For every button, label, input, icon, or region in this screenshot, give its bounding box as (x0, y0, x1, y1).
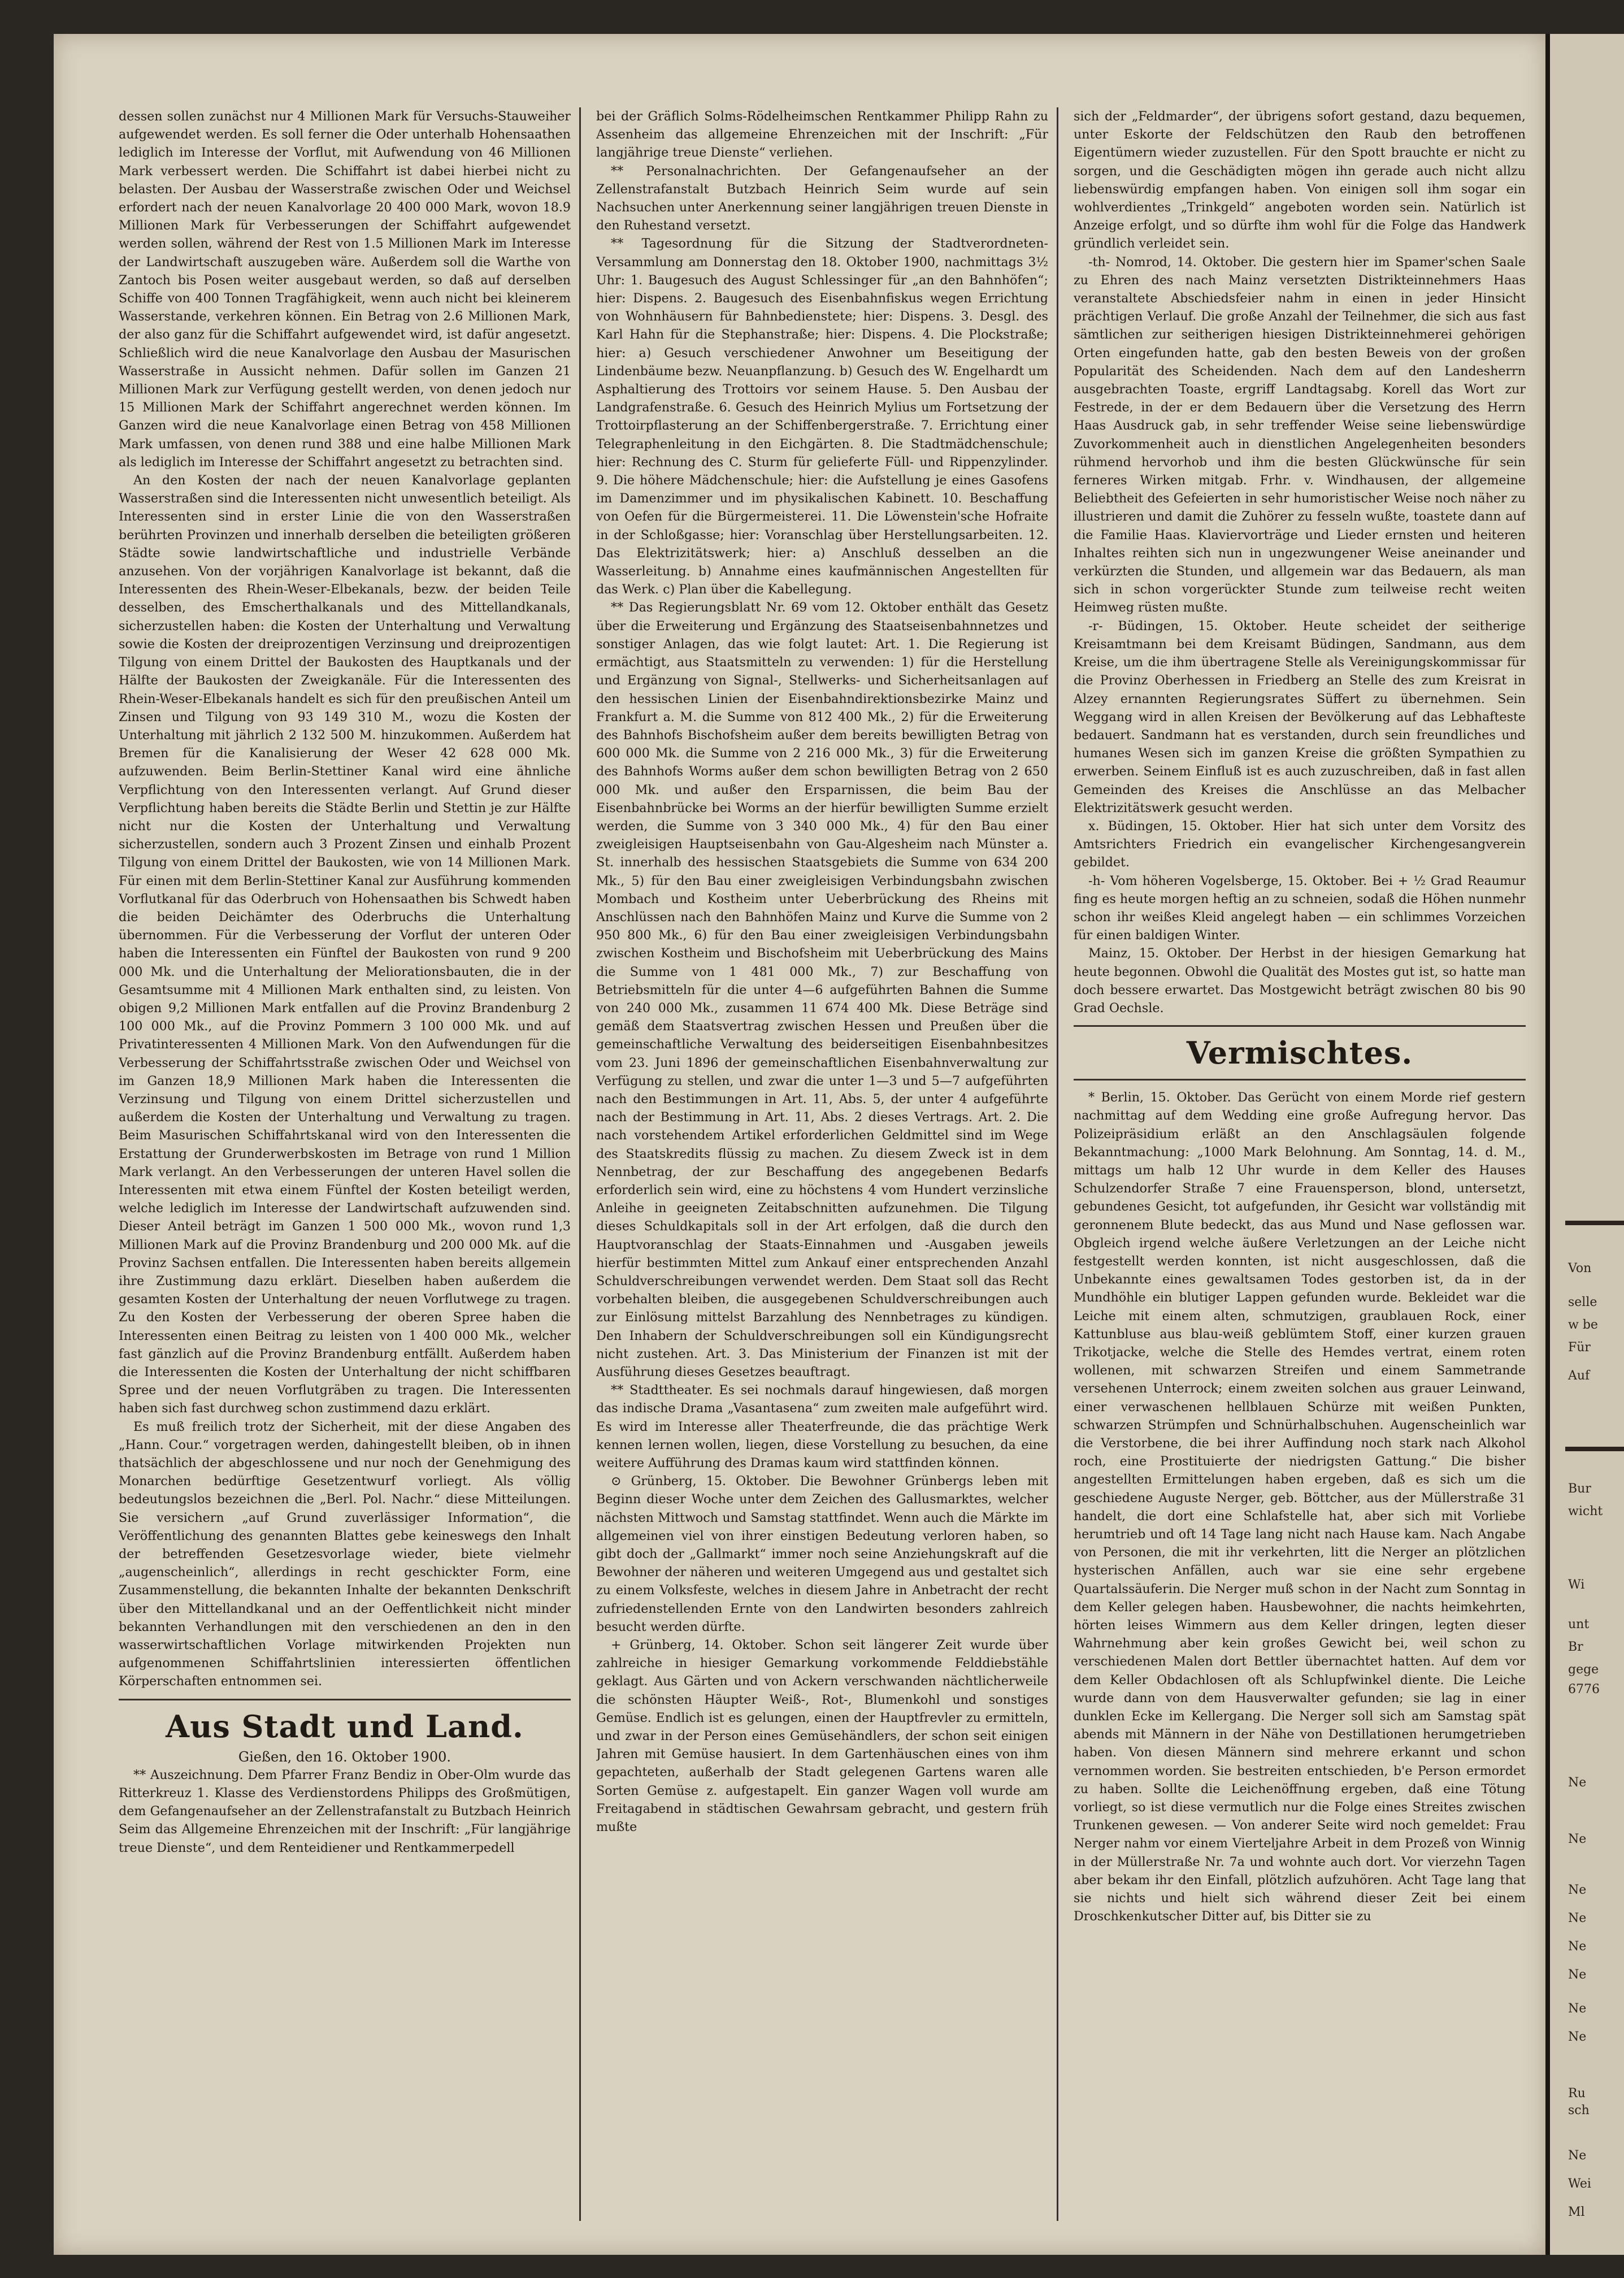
article-paragraph: bei der Gräflich Solms-Rödelheimschen Rentkammer Philipp Rahn zu Assenheim das allgemeine Ehrenzeichen mit der Inschrift: „Für langjährige treue Dienste“ verliehen. (596, 109, 1048, 160)
adjacent-page-fragment: Ne (1568, 1832, 1587, 1846)
article-paragraph: ** Personalnachrichten. Der Gefangenaufseher an der Zellenstrafanstalt Butzbach Heinrich Seim wurde auf sein Nachsuchen unter Anerkennung seiner langjährigen treuen Dienste in den Ruhestand versetzt. (596, 163, 1048, 233)
adjacent-page-fragment: Ne (1568, 2030, 1587, 2044)
adjacent-page-fragment: Ne (1568, 2149, 1587, 2163)
column-1 (119, 107, 571, 2224)
article-paragraph: ** Stadttheater. Es sei nochmals darauf hingewiesen, daß morgen das indische Drama „Vasantasena“ zum zweiten male aufgeführt wird. Es wird im Interesse aller Theaterfreunde, die das prächtige Werk kennen lernen wollen, liegen, diese Vorstellung zu besuchen, da eine weitere Aufführung des Dramas kaum wird stattfinden können. (596, 1383, 1048, 1471)
article-paragraph: * Berlin, 15. Oktober. Das Gerücht von einem Morde rief gestern nachmittag auf dem Wedding eine große Aufregung hervor. Das Polizeipräsidium erläßt an den Anschlagsäulen folgende Bekanntmachung: „1000 Mark Belohnung. Am Sonntag, 14. d. M., mittags um halb 12 Uhr wurde in dem Keller des Hauses Schulzendorfer Straße 7 eine Frauensperson, blond, untersetzt, gebundenes Gesicht, tot aufgefunden, ihr Gesicht war vollständig mit geronnenem Blute bedeckt, das aus Mund und Nase geflossen war. Obgleich irgend welche äußere Verletzungen an der Leiche nicht festgestellt werden konnten, ist nicht ausgeschlossen, daß die Unbekannte eines gewaltsamen Todes gestorben ist, da in der Mundhöhle ein blutiger Lappen gefunden wurde. Bekleidet war die Leiche mit einem alten, schmutzigen, graublauen Rock, einer Kattunbluse aus blau-weiß geblümtem Stoff, einer kurzen grauen Trikotjacke, welche die Stelle des Hemdes vertrat, einem roten wollenen, mit schwarzen Streifen und einem Sammetrande versehenen Unterrock; einem zweiten solchen aus grauer Leinwand, einer verwaschenen hellblauen Schürze mit weißen Punkten, schwarzen Strümpfen und Schnürhalbschuhen. Augenscheinlich war die Verstorbene, die bei ihrer Auffindung noch stark nach Alkohol roch, eine Prostituierte der niedrigsten Gattung.“ Die bisher angestellten Ermittelungen haben ergeben, daß es sich um die geschiedene Auguste Nerger, geb. Böttcher, aus der Müllerstraße 31 handelt, die dort eine Schlafstelle hat, aber sich mit Vorliebe herumtrieb und oft 14 Tage lang nicht nach Hause kam. Nach Angabe von Personen, die mit ihr verkehrten, litt die Nerger an plötzlichen hysterischen Anfällen, auch war sie eine sehr ergebene Quartalssäuferin. Die Nerger muß schon in der Nacht zum Sonntag in dem Keller gelegen haben. Hausbewohner, die nachts heimkehrten, hörten leises Wimmern aus dem Keller dringen, legten dieser Wahrnehmung aber kein großes Gewicht bei, weil schon zu verschiedenen Malen dort Bettler übernachtet hatten. Auf dem vor dem Keller Obdachlosen oft als Schlupfwinkel diente. Die Leiche wurde dann von dem Hausverwalter gefunden; sie lag in einer dunklen Ecke im Kellergang. Die Nerger soll sich am Samstag spät abends mit Männern in der Nähe von Destillationen herumgetrieben haben. Von diesen Männern sind mehrere erkannt und schon vernommen worden. Sie bestreiten entschieden, b'e Person ermordet zu haben. Sollte die Leichenöffnung ergeben, daß eine Tötung vorliegt, so ist diese vermutlich nur die Folge eines Streites zwischen Trunkenen gewesen. — Von anderer Seite wird noch gemeldet: Frau Nerger nahm vor einem Vierteljahre Arbeit in dem Prozeß von Winnig in der Müllerstraße Nr. 7a und wohnte auch dort. Vor vierzehn Tagen aber bekam ihr den Einfall, plötzlich aufzuhören. Acht Tage lang that sie nichts und hielt sich während dieser Zeit bei einem Droschkenkutscher Ditter auf, bis Ditter sie zu (1074, 1090, 1526, 1924)
adjacent-page-fragment: Wi (1568, 1578, 1585, 1592)
dateline: Gießen, den 16. Oktober 1900. (238, 1748, 451, 1765)
adjacent-page-fragment: Auf (1568, 1369, 1590, 1383)
adjacent-page-fragment: Für (1568, 1340, 1591, 1355)
article-paragraph: -th- Nomrod, 14. Oktober. Die gestern hier im Spamer'schen Saale zu Ehren des nach Mainz versetzten Distrikteinnehmers Haas veranstaltete Abschiedsfeier nahm in einen in jeder Hinsicht prächtigen Verlauf. Die große Anzahl der Teilnehmer, die sich aus fast sämtlichen zur seitherigen hiesigen Distrikteinnehmerei gehörigen Orten eingefunden hatte, gab den besten Beweis von der großen Popularität des Scheidenden. Nach dem auf den Landesherrn ausgebrachten Toaste, ergriff Landtagsabg. Korell das Wort zur Festrede, in der er dem Bedauern über die Versetzung des Herrn Haas Ausdruck gab, in sehr treffender Weise seine liebenswürdige Zuvorkommenheit auch in dienstlichen Angelegenheiten besonders rühmend hervorhob und ihm die besten Glückwünsche für sein ferneres Wirken mitgab. Frhr. v. Windhausen, der allgemeine Beliebtheit des Gefeierten in sehr humoristischer Weise noch näher zu illustrieren und damit die Zuhörer zu fesseln wußte, toastete dann auf die Familie Haas. Klaviervorträge und Lieder ernsten und heiteren Inhaltes reihten sich nun in ungezwungener Weise aneinander und verkürzten die Stunden, und allgemein war das Bedauern, als man sich in schon vorgerückter Stunde zum teilweise recht weiten Heimweg rüsten mußte. (1074, 254, 1526, 615)
article-paragraph: -h- Vom höheren Vogelsberge, 15. Oktober. Bei + ½ Grad Reaumur fing es heute morgen heftig an zu schneien, sodaß die Höhen nunmehr schon ihr weißes Kleid angelegt haben — ein schlimmes Vorzeichen für einen baldigen Winter. (1074, 873, 1526, 943)
adjacent-page-fragment: Ne (1568, 1883, 1587, 1897)
article-paragraph: + Grünberg, 14. Oktober. Schon seit längerer Zeit wurde über zahlreiche in hiesiger Gemarkung vorkommende Felddiebstähle geklagt. Aus Gärten und von Ackern verschwanden nächtlicherweile die schönsten Häupter Weiß-, Rot-, Blumenkohl und sonstiges Gemüse. Endlich ist es gelungen, einen der Hauptfrevler zu ermitteln, und zwar in der Person eines Gemüsehändlers, der schon seit einigen Jahren mit Gemüse hausiert. In dem Gartenhäuschen eines von ihm gepachteten, außerhalb der Stadt gelegenen Gartens waren alle Sorten Gemüse z. aufgestapelt. Ein ganzer Wagen voll wurde am Freitagabend in städtischen Gewahrsam gebracht, und gestern früh mußte (596, 1638, 1048, 1835)
adjacent-page-fragment: gege (1568, 1663, 1599, 1677)
section-heading-miscellaneous: Vermischtes. (1186, 1035, 1413, 1071)
adjacent-page-fragment: 6776 (1568, 1682, 1600, 1696)
adjacent-page-fragment: Ml (1568, 2205, 1585, 2219)
adjacent-page-fragment: sch (1568, 2103, 1590, 2118)
newspaper-page (54, 34, 1545, 2255)
strip-rule (1565, 1447, 1624, 1451)
article-paragraph: dessen sollen zunächst nur 4 Millionen Mark für Versuchs-Stauweiher aufgewendet werden. Es soll ferner die Oder unterhalb Hohensaathen lediglich im Interesse der Vorflut, mit Aufwendung von 46 Millionen Mark verbessert werden. Die Schiffahrt ist dabei hierbei nicht zu belasten. Der Ausbau der Wasserstraße zwischen Oder und Weichsel erfordert nach der neuen Kanalvorlage 20 400 000 Mark, wovon 18.9 Millionen Mark für Verbesserungen der Schiffahrt aufgewendet werden sollen, während der Rest von 1.5 Millionen Mark im Interesse der Landwirtschaft auszugeben wäre. Außerdem soll die Warthe von Zantoch bis Posen weiter ausgebaut werden, so daß auf derselben Schiffe von 400 Tonnen Tragfähigkeit, wenn auch nicht bei kleinerem Wasserstande, verkehren können. Ein Betrag von 2.6 Millionen Mark, der also ganz für die Schiffahrt aufgewendet wird, ist dafür angesetzt. Schließlich wird die neue Kanalvorlage den Ausbau der Masurischen Wasserstraße in Aussicht nehmen. Dafür sollen im Ganzen 21 Millionen Mark zur Verfügung gestellt werden, von denen jedoch nur 15 Millionen Mark der Schiffahrt angerechnet werden können. Im Ganzen wird die neue Kanalvorlage einen Betrag von 458 Millionen Mark umfassen, von denen rund 388 und eine halbe Millionen Mark als lediglich im Interesse der Schiffahrt angesetzt zu betrachten sind. (119, 109, 571, 470)
adjacent-page-fragment: w be (1568, 1318, 1598, 1332)
page-gutter (1545, 34, 1550, 2255)
article-paragraph: ** Tagesordnung für die Sitzung der Stadtverordneten-Versammlung am Donnerstag den 18. Oktober 1900, nachmittags 3½ Uhr: 1. Baugesuch des August Schlessinger für „an den Bahnhöfen“; hier: Dispens. 2. Baugesuch des Eisenbahnfiskus wegen Errichtung von Wohnhäusern für Bahnbedienstete; hier: Dispens. 3. Desgl. des Karl Hahn für die Stephanstraße; hier: Dispens. 4. Die Plockstraße; hier: a) Gesuch verschiedener Anwohner um Beseitigung der Lindenbäume bezw. Neuanpflanzung. b) Gesuch des W. Engelhardt um Asphaltierung des Trottoirs vor seinem Hause. 5. Den Ausbau der Landgrafenstraße. 6. Gesuch des Heinrich Mylius um Fortsetzung der Trottoirpflasterung an der Schiffenbergerstraße. 7. Errichtung einer Telegraphenleitung in den Eichgärten. 8. Die Stadtmädchenschule; hier: Rechnung des C. Sturm für gelieferte Füll- und Rippenzylinder. 9. Die höhere Mädchenschule; hier: die Aufstellung je eines Gasofens im Damenzimmer und im physikalischen Kabinett. 10. Beschaffung von Oefen für die Bürgermeisterei. 11. Die Löwenstein'sche Hofraite in der Schloßgasse; hier: Voranschlag über Herstellungsarbeiten. 12. Das Elektrizitätswerk; hier: a) Anschluß desselben an die Wasserleitung. b) Annahme eines kaufmännischen Angestellten für das Werk. c) Plan über die Kabellegung. (596, 236, 1048, 597)
adjacent-page-fragment: Wei (1568, 2177, 1591, 2191)
adjacent-page-fragment: Ne (1568, 1968, 1587, 1982)
article-paragraph: ⊙ Grünberg, 15. Oktober. Die Bewohner Grünbergs leben mit Beginn dieser Woche unter dem Zeichen des Gallusmarktes, welcher nächsten Mittwoch und Samstag stattfindet. Wenn auch die Märkte im allgemeinen viel von ihrer einstigen Bedeutung verloren haben, so gibt doch der „Gallmarkt“ immer noch seine Anziehungskraft auf die Bewohner der näheren und weiteren Umgegend aus und gestaltet sich zu einem Volksfeste, welches in diesem Jahre in Anbetracht der recht zufriedenstellenden Ernte von den Landwirten besonders zahlreich besucht werden dürfte. (596, 1474, 1048, 1634)
section-divider (1074, 1079, 1526, 1081)
article-paragraph: Mainz, 15. Oktober. Der Herbst in der hiesigen Gemarkung hat heute begonnen. Obwohl die Qualität des Mostes gut ist, so hatte man doch bessere erwartet. Das Mostgewicht beträgt zwischen 80 bis 90 Grad Oechsle. (1074, 946, 1526, 1016)
section-divider (119, 1699, 571, 1700)
article-paragraph: Es muß freilich trotz der Sicherheit, mit der diese Angaben des „Hann. Cour.“ vorgetragen werden, dahingestellt bleiben, ob in ihnen thatsächlich der abgeschlossene und nur noch der Genehmigung des Monarchen bedürftige Gesetzentwurf vorliegt. Als völlig bedeutungslos bezeichnen die „Berl. Pol. Nachr.“ diese Mitteilungen. Sie versichern „auf Grund zuverlässiger Information“, die Veröffentlichung des genannten Blattes gebe keineswegs den Inhalt der betreffenden Gesetzesvorlage wieder, biete vielmehr „augenscheinlich“, allerdings in recht geschickter Form, eine Zusammenstellung, die bekannten Inhalte der bekannten Denkschrift über den Mittellandkanal und an der Oeffentlichkeit nicht minder bekannten Verhandlungen mit den verschiedenen an den in den wasserwirtschaftlichen Vorlage mitwirkenden Projekten nun aufgenommenen Schiffahrtslinien interessierten öffentlichen Körperschaften entnommen sei. (119, 1419, 571, 1689)
column-rule (579, 107, 581, 2221)
adjacent-page-fragment: Ru (1568, 2086, 1586, 2101)
article-paragraph: -r- Büdingen, 15. Oktober. Heute scheidet der seitherige Kreisamtmann bei dem Kreisamt Büdingen, Sandmann, aus dem Kreise, um die ihm übertragene Stelle als Vereinigungskommissar für die Provinz Oberhessen in Friedberg an Stelle des zum Kreisrat in Alzey ernannten Regierungsrates Süffert zu übernehmen. Sein Weggang wird in allen Kreisen der Bevölkerung auf das Lebhafteste bedauert. Sandmann hat es verstanden, durch sein freundliches und humanes Wesen sich im ganzen Kreise die größten Sympathien zu erwerben. Seinem Einfluß ist es auch zuzuschreiben, daß in fast allen Gemeinden des Kreises die Anschlüsse an das Melbacher Elektrizitätswerk gesucht werden. (1074, 618, 1526, 815)
adjacent-page-fragment: selle (1568, 1295, 1597, 1309)
adjacent-page-fragment: wicht (1568, 1504, 1603, 1518)
article-paragraph: An den Kosten der nach der neuen Kanalvorlage geplanten Wasserstraßen sind die Interessenten nicht unwesentlich beteiligt. Als Interessenten sind in erster Linie die von den Wasserstraßen berührten Provinzen und innerhalb derselben die beteiligten größeren Städte sowie landwirtschaftliche und industrielle Verbände anzusehen. Von der vorjährigen Kanalvorlage ist bekannt, daß die Interessenten des Rhein-Weser-Elbekanals, bezw. der beiden Teile desselben, des Emscherthalkanals und des Mittellandkanals, sicherzustellen haben: die Kosten der Unterhaltung und Verwaltung sowie die Kosten der dreiprozentigen Verzinsung und dreiprozentigen Tilgung von einem Drittel der Baukosten des Hauptkanals und der Hälfte der Baukosten der Zweigkanäle. Für die Interessenten des Rhein-Weser-Elbekanals handelt es sich für den preußischen Anteil um Zinsen und Tilgung von 93 149 310 M., wozu die Kosten der Unterhaltung mit jährlich 2 132 500 M. hinzukommen. Außerdem hat Bremen für die Kanalisierung der Weser 42 628 000 Mk. aufzuwenden. Beim Berlin-Stettiner Kanal wird eine ähnliche Verpflichtung von den Interessenten verlangt. Auf Grund dieser Verpflichtung haben bereits die Städte Berlin und Stettin je zur Hälfte nicht nur die Kosten der Unterhaltung und Verwaltung sicherzustellen, sondern auch 3 Prozent Zinsen und einhalb Prozent Tilgung von einem Drittel der Baukosten, wie von 14 Millionen Mark. Für einen mit dem Berlin-Stettiner Kanal zur Ausführung kommenden Vorflutkanal für das Oderbruch von Hohensaathen bis Schwedt haben die beiden Deichämter des Oderbruchs die Unterhaltung übernommen. Für die Verbesserung der Vorflut der unteren Oder haben die Interessenten ein Fünftel der Baukosten von rund 9 200 000 Mk. und die Unterhaltung der Meliorationsbauten, die in der Gesamtsumme mit 4 Millionen Mark enthalten sind, zu leisten. Von obigen 9,2 Millionen Mark entfallen auf die Provinz Brandenburg 2 100 000 Mk., auf die Provinz Pommern 3 100 000 Mk. und auf Privatinteressenten 4 Millionen Mark. Von den Aufwendungen für die Verbesserung der Schiffahrtsstraße zwischen Oder und Weichsel von im Ganzen 18,9 Millionen Mark haben die Interessenten die Verzinsung und Tilgung von einem Drittel sicherzustellen und außerdem die Kosten der Unterhaltung und Verwaltung zu tragen. Beim Masurischen Schiffahrtskanal wird von den Interessenten die Erstattung der Grunderwerbskosten im Betrage von rund 1 Million Mark verlangt. An den Verbesserungen der unteren Havel sollen die Interessenten mit etwa einem Fünftel der Kosten beteiligt werden, welche lediglich im Interesse der Landwirtschaft aufzuwenden sind. Dieser Anteil beträgt im Ganzen 1 500 000 Mk., wovon rund 1,3 Millionen Mark auf die Provinz Brandenburg und 200 000 Mk. auf die Provinz Sachsen entfallen. Die Interessenten haben bereits allgemein ihre Zustimmung dazu erklärt. Dieselben haben außerdem die gesamten Kosten der Unterhaltung der neuen Vorflutwege zu tragen. Zu den Kosten der Verbesserung der oberen Spree haben die Interessenten einen Beitrag zu leisten von 1 400 000 Mk., welcher fast gänzlich auf die Provinz Brandenburg entfällt. Außerdem haben die Interessenten die Kosten der Unterhaltung der nicht schiffbaren Spree und der neuen Vorflutgräben zu tragen. Die Interessenten haben sich fast durchweg schon zustimmend dazu erklärt. (119, 473, 571, 1416)
article-paragraph: sich der „Feldmarder“, der übrigens sofort gestand, dazu bequemen, unter Eskorte der Feldschützen den Raub den betroffenen Eigentümern wieder zuzustellen. Für den Spott brauchte er nicht zu sorgen, und die Geschädigten mögen ihn gerade auch nicht allzu liebenswürdig empfangen haben. Von einigen soll ihm sogar ein wohlverdientes „Trinkgeld“ angeboten worden sein. Natürlich ist Anzeige erfolgt, und so dürfte ihm wohl für die Folge das Handwerk gründlich verleidet sein. (1074, 109, 1526, 251)
article-paragraph: ** Das Regierungsblatt Nr. 69 vom 12. Oktober enthält das Gesetz über die Erweiterung und Ergänzung des Staatseisenbahnnetzes und sonstiger Anlagen, das wie folgt lautet: Art. 1. Die Regierung ist ermächtigt, aus Staatsmitteln zu verwenden: 1) für die Herstellung und Ergänzung von Signal-, Stellwerks- und Sicherheitsanlagen auf den hessischen Linien der Eisenbahndirektionsbezirke Mainz und Frankfurt a. M. die Summe von 812 400 Mk., 2) für die Erweiterung des Bahnhofs Bischofsheim außer dem bereits bewilligten Betrag von 600 000 Mk. die Summe von 2 216 000 Mk., 3) für die Erweiterung des Bahnhofs Worms außer dem schon bewilligten Betrag von 2 650 000 Mk. und außer den Ersparnissen, die beim Bau der Eisenbahnbrücke bei Worms an der hierfür bewilligten Summe erzielt werden, die Summe von 3 340 000 Mk., 4) für den Bau einer zweigleisigen Hauptseisenbahn von Gau-Algesheim nach Münster a. St. innerhalb des hessischen Staatsgebiets die Summe von 634 200 Mk., 5) für den Bau einer zweigleisigen Verbindungsbahn zwischen Mombach und Kostheim unter Ueberbrückung des Rheins mit Anschlüssen nach den Bahnhöfen Mainz und Kurve die Summe von 2 950 800 Mk., 6) für den Bau einer zweigleisigen Verbindungsbahn zwischen Kostheim und Bischofsheim mit Ueberbrückung des Mains die Summe von 1 481 000 Mk., 7) zur Beschaffung von Betriebsmitteln für die unter 4—6 aufgeführten Bahnen die Summe von 240 000 Mk., zusammen 11 674 400 Mk. Diese Beträge sind gemäß dem Staatsvertrag zwischen Hessen und Preußen über die gemeinschaftliche Verwaltung des beiderseitigen Eisenbahnbesitzes vom 23. Juni 1896 der gemeinschaftlichen Eisenbahnverwaltung zur Verfügung zu stellen, und zwar die unter 1—3 und 5—7 aufgeführten nach den Bestimmungen in Art. 11, Abs. 5, der unter 4 aufgeführte nach der Bestimmung in Art. 11, Abs. 2 dieses Vertrags. Art. 2. Die nach vorstehendem Artikel erforderlichen Geldmittel sind im Wege des Staatskredits flüssig zu machen. Zu diesem Zweck ist in dem Nennbetrag, der zur Beschaffung des angegebenen Bedarfs erforderlich sein wird, eine zu höchstens 4 vom Hundert verzinsliche Anleihe in geeigneten Zeitabschnitten aufzunehmen. Die Tilgung dieses Schuldkapitals soll in der Art erfolgen, daß die durch den Hauptvoranschlag der Staats-Einnahmen und -Ausgaben jeweils hierfür bestimmten Mittel zum Ankauf einer entsprechenden Anzahl Schuldverschreibungen verwendet werden. Dem Staat soll das Recht vorbehalten bleiben, die ausgegebenen Schuldverschreibungen auch zur Einlösung mittelst Barzahlung des Nennbetrages zu kündigen. Den Inhabern der Schuldverschreibungen soll ein Kündigungsrecht nicht zustehen. Art. 3. Das Ministerium der Finanzen ist mit der Ausführung dieses Gesetzes beauftragt. (596, 600, 1048, 1380)
adjacent-page-fragment: Ne (1568, 1911, 1587, 1925)
section-divider (1074, 1025, 1526, 1027)
article-paragraph: ** Auszeichnung. Dem Pfarrer Franz Bendiz in Ober-Olm wurde das Ritterkreuz 1. Klasse des Verdienstordens Philipps des Großmütigen, dem Gefangenaufseher an der Zellenstrafanstalt zu Butzbach Heinrich Seim das Allgemeine Ehrenzeichen mit der Inschrift: „Für langjährige treue Dienste“, und dem Renteidiener und Rentkammerpedell (119, 1767, 571, 1855)
adjacent-page-fragment: unt (1568, 1617, 1590, 1632)
adjacent-page-fragment: Ne (1568, 1776, 1587, 1790)
column-rule (1057, 107, 1058, 2221)
strip-rule (1565, 1221, 1624, 1225)
adjacent-page-fragment: Von (1568, 1261, 1592, 1275)
adjacent-page-fragment: Ne (1568, 1939, 1587, 1954)
column-3 (1074, 107, 1526, 2224)
adjacent-page-fragment: Ne (1568, 2002, 1587, 2016)
adjacent-page-fragment: Br (1568, 1640, 1583, 1654)
section-heading-local-news: Aus Stadt und Land. (166, 1708, 524, 1745)
adjacent-page-fragment: Bur (1568, 1482, 1591, 1496)
article-paragraph: x. Büdingen, 15. Oktober. Hier hat sich unter dem Vorsitz des Amtsrichters Friedrich ein evangelischer Kirchengesangverein gebildet. (1074, 818, 1526, 870)
column-2 (596, 107, 1048, 2224)
